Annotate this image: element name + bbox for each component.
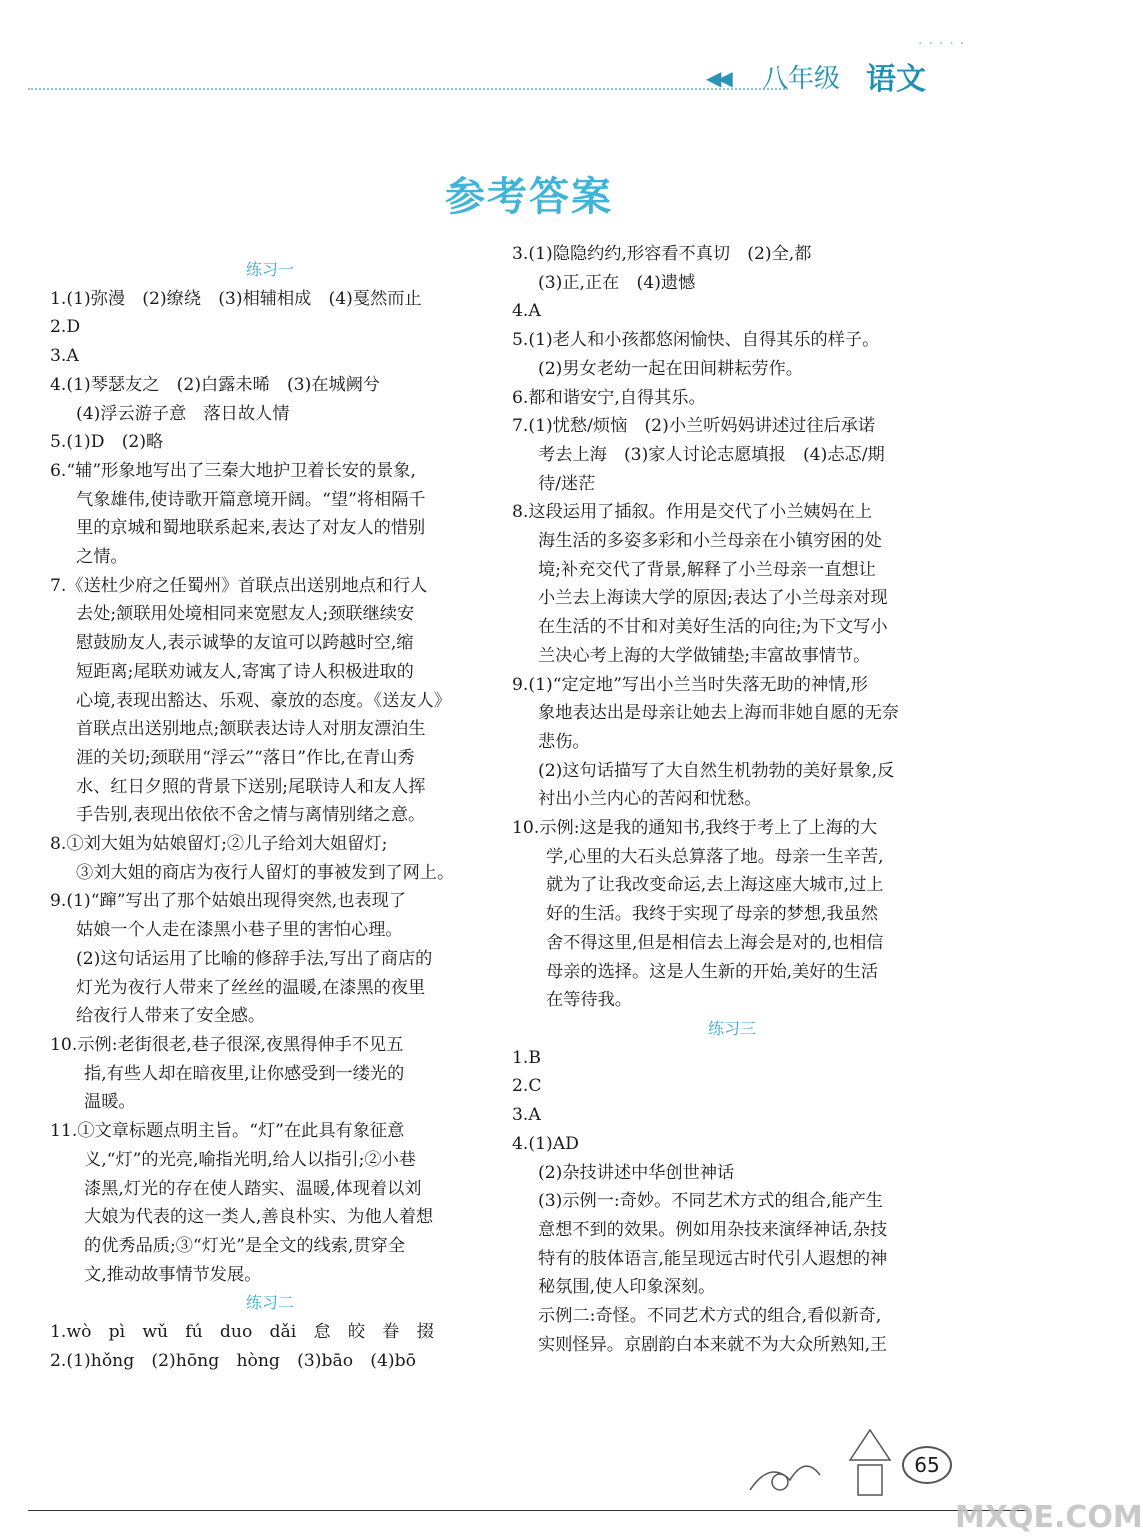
- section-heading: 练习二: [245, 1293, 294, 1313]
- answer-line: 手告别,表现出依依不舍之情与离情别绪之意。: [76, 805, 426, 826]
- answer-line: 1.wò pì wǔ fú duo dǎi 怠 皎 眷 掇: [50, 1322, 434, 1343]
- answer-line: 好的生活。我终于实现了母亲的梦想,我虽然: [546, 904, 879, 925]
- answer-line: 10.示例:老街很老,巷子很深,夜黑得伸手不见五: [50, 1034, 404, 1055]
- footer-doodle-icon: [740, 1420, 910, 1510]
- answer-line: 9.(1)“定定地”写出小兰当时失落无助的神情,形: [512, 674, 868, 695]
- answer-line: 4.(1)琴瑟友之 (2)白露未晞 (3)在城阙兮: [50, 374, 381, 395]
- answer-line: 特有的肢体语言,能呈现远古时代引人遐想的神: [538, 1248, 888, 1269]
- answer-line: (2)这句话描写了大自然生机勃勃的美好景象,反: [538, 760, 895, 781]
- answer-line: 指,有些人却在暗夜里,让你感受到一缕光的: [84, 1063, 405, 1084]
- answer-line: 漆黑,灯光的存在使人踏实、温暖,体现着以刘: [84, 1178, 422, 1199]
- footer-line: [28, 1510, 1028, 1511]
- answer-line: 6.“辅”形象地写出了三秦大地护卫着长安的景象,: [50, 460, 416, 481]
- answer-line: 2.(1)hǒng (2)hōng hòng (3)bāo (4)bō: [50, 1350, 416, 1371]
- answer-line: 心境,表现出豁达、乐观、豪放的态度。《送友人》: [76, 690, 451, 711]
- answer-line: 象地表达出是母亲让她去上海而非她自愿的无奈: [538, 703, 899, 724]
- answer-line: 短距离;尾联劝诫友人,寄寓了诗人积极进取的: [76, 661, 414, 682]
- answer-line: 气象雄伟,使诗歌开篇意境开阔。“望”将相隔千: [76, 489, 426, 510]
- answer-line: 9.(1)“蹿”写出了那个姑娘出现得突然,也表现了: [50, 891, 406, 912]
- answer-line: 4.(1)AD: [512, 1133, 579, 1154]
- answer-line: 8.这段运用了插叙。作用是交代了小兰姨妈在上: [512, 502, 873, 523]
- header-dotted-line: [28, 88, 788, 90]
- answer-line: 实则怪异。京剧韵白本来就不为大众所熟知,王: [538, 1334, 888, 1355]
- header-subject: 语文: [866, 62, 926, 97]
- answer-line: 11.①文章标题点明主旨。“灯”在此具有象征意: [50, 1121, 405, 1142]
- answer-line: 舍不得这里,但是相信去上海会是对的,也相信: [546, 932, 884, 953]
- answer-line: ③刘大姐的商店为夜行人留灯的事被发到了网上。: [76, 862, 455, 883]
- section-heading: 练习一: [245, 260, 294, 279]
- answer-line: (4)浮云游子意 落日故人情: [76, 403, 290, 424]
- answer-line: 之情。: [76, 547, 128, 568]
- answer-line: (3)示例一:奇妙。不同艺术方式的组合,能产生: [538, 1191, 883, 1212]
- section-heading: 练习三: [707, 1018, 756, 1038]
- answer-line: 考去上海 (3)家人讨论志愿填报 (4)忐忑/期: [538, 444, 885, 465]
- answer-line: 的优秀品质;③“灯光”是全文的线索,贯穿全: [84, 1235, 406, 1256]
- answer-line: 温暖。: [84, 1092, 136, 1113]
- answer-line: 境;补充交代了背景,解释了小兰母亲一直想让: [538, 559, 876, 580]
- answer-line: 就为了让我改变命运,去上海这座大城市,过上: [546, 875, 884, 896]
- answer-line: 在生活的不甘和对美好生活的向往;为下文写小: [538, 617, 888, 638]
- right-column: [512, 240, 952, 1359]
- header-dots-decoration: ·····: [918, 36, 971, 52]
- answer-line: 3.A: [50, 346, 79, 367]
- answer-line: 3.(1)隐隐约约,形容看不真切 (2)全,都: [512, 244, 812, 264]
- answer-line: 学,心里的大石头总算落了地。母亲一生辛苦,: [546, 846, 884, 867]
- header-grade: 八年级: [762, 64, 841, 94]
- answer-line: 姑娘一个人走在漆黑小巷子里的害怕心理。: [76, 920, 403, 941]
- answer-line: 大娘为代表的这一类人,善良朴实、为他人着想: [84, 1207, 434, 1228]
- answer-line: 10.示例:这是我的通知书,我终于考上了上海的大: [512, 818, 878, 839]
- answer-line: 秘氛围,使人印象深刻。: [538, 1277, 716, 1298]
- answer-line: 给夜行人带来了安全感。: [76, 1006, 266, 1027]
- answer-line: 慰鼓励友人,表示诚挚的友谊可以跨越时空,缩: [76, 633, 414, 654]
- answer-line: 6.都和谐安宁,自得其乐。: [512, 387, 706, 408]
- left-column: [50, 240, 490, 1375]
- answer-line: 1.(1)弥漫 (2)缭绕 (3)相辅相成 (4)戛然而止: [50, 288, 422, 309]
- answer-line: 义,“灯”的光亮,喻指光明,给人以指引;②小巷: [84, 1149, 416, 1170]
- answer-line: 小兰去上海读大学的原因;表达了小兰母亲对现: [538, 588, 888, 609]
- answer-line: 灯光为夜行人带来了丝丝的温暖,在漆黑的夜里: [76, 977, 426, 998]
- answer-line: 4.A: [512, 301, 541, 322]
- answer-line: 8.①刘大姐为姑娘留灯;②儿子给刘大姐留灯;: [50, 834, 388, 855]
- answer-line: (2)杂技讲述中华创世神话: [538, 1162, 735, 1183]
- answer-line: 示例二:奇怪。不同艺术方式的组合,看似新奇,: [538, 1306, 882, 1327]
- answer-line: (2)男女老幼一起在田间耕耘劳作。: [538, 358, 803, 379]
- answer-line: 3.A: [512, 1105, 541, 1126]
- answer-line: 2.D: [50, 317, 81, 338]
- answer-line: 涯的关切;颈联用“浮云”“落日”作比,在青山秀: [76, 747, 415, 768]
- answer-line: 1.B: [512, 1047, 542, 1068]
- answer-line: 在等待我。: [546, 990, 632, 1011]
- watermark: MXQE.COM: [955, 1500, 1143, 1535]
- page-number: 65: [902, 1446, 952, 1484]
- page-title: 参考答案: [445, 174, 613, 220]
- answer-line: 5.(1)D (2)略: [50, 432, 164, 453]
- answer-line: 悲伤。: [538, 731, 590, 752]
- answer-line: (3)正,正在 (4)遗憾: [538, 272, 696, 293]
- answer-line: 7.(1)忧愁/烦恼 (2)小兰听妈妈讲述过往后承诺: [512, 416, 876, 437]
- answer-line: 衬出小兰内心的苦闷和忧愁。: [538, 789, 762, 810]
- answer-line: 7.《送杜少府之任蜀州》首联点出送别地点和行人: [50, 575, 428, 596]
- answer-line: 海生活的多姿多彩和小兰母亲在小镇穷困的处: [538, 531, 882, 552]
- answer-line: 待/迷茫: [538, 473, 596, 494]
- answer-line: 文,推动故事情节发展。: [84, 1264, 262, 1285]
- answer-line: 母亲的选择。这是人生新的开始,美好的生活: [546, 961, 879, 982]
- answer-line: 5.(1)老人和小孩都悠闲愉快、自得其乐的样子。: [512, 330, 880, 351]
- answer-line: 首联点出送别地点;颔联表达诗人对朋友漂泊生: [76, 719, 426, 740]
- answer-line: (2)这句话运用了比喻的修辞手法,写出了商店的: [76, 948, 433, 969]
- header-arrows-icon: ◀◀: [706, 66, 729, 90]
- answer-line: 去处;颔联用处境相同来宽慰友人;颈联继续安: [76, 604, 415, 625]
- answer-line: 里的京城和蜀地联系起来,表达了对友人的惜别: [76, 518, 426, 539]
- answer-line: 兰决心考上海的大学做铺垫;丰富故事情节。: [538, 645, 871, 666]
- answer-line: 意想不到的效果。例如用杂技来演绎神话,杂技: [538, 1219, 888, 1240]
- answer-line: 水、红日夕照的背景下送别;尾联诗人和友人挥: [76, 776, 426, 797]
- answer-line: 2.C: [512, 1076, 542, 1097]
